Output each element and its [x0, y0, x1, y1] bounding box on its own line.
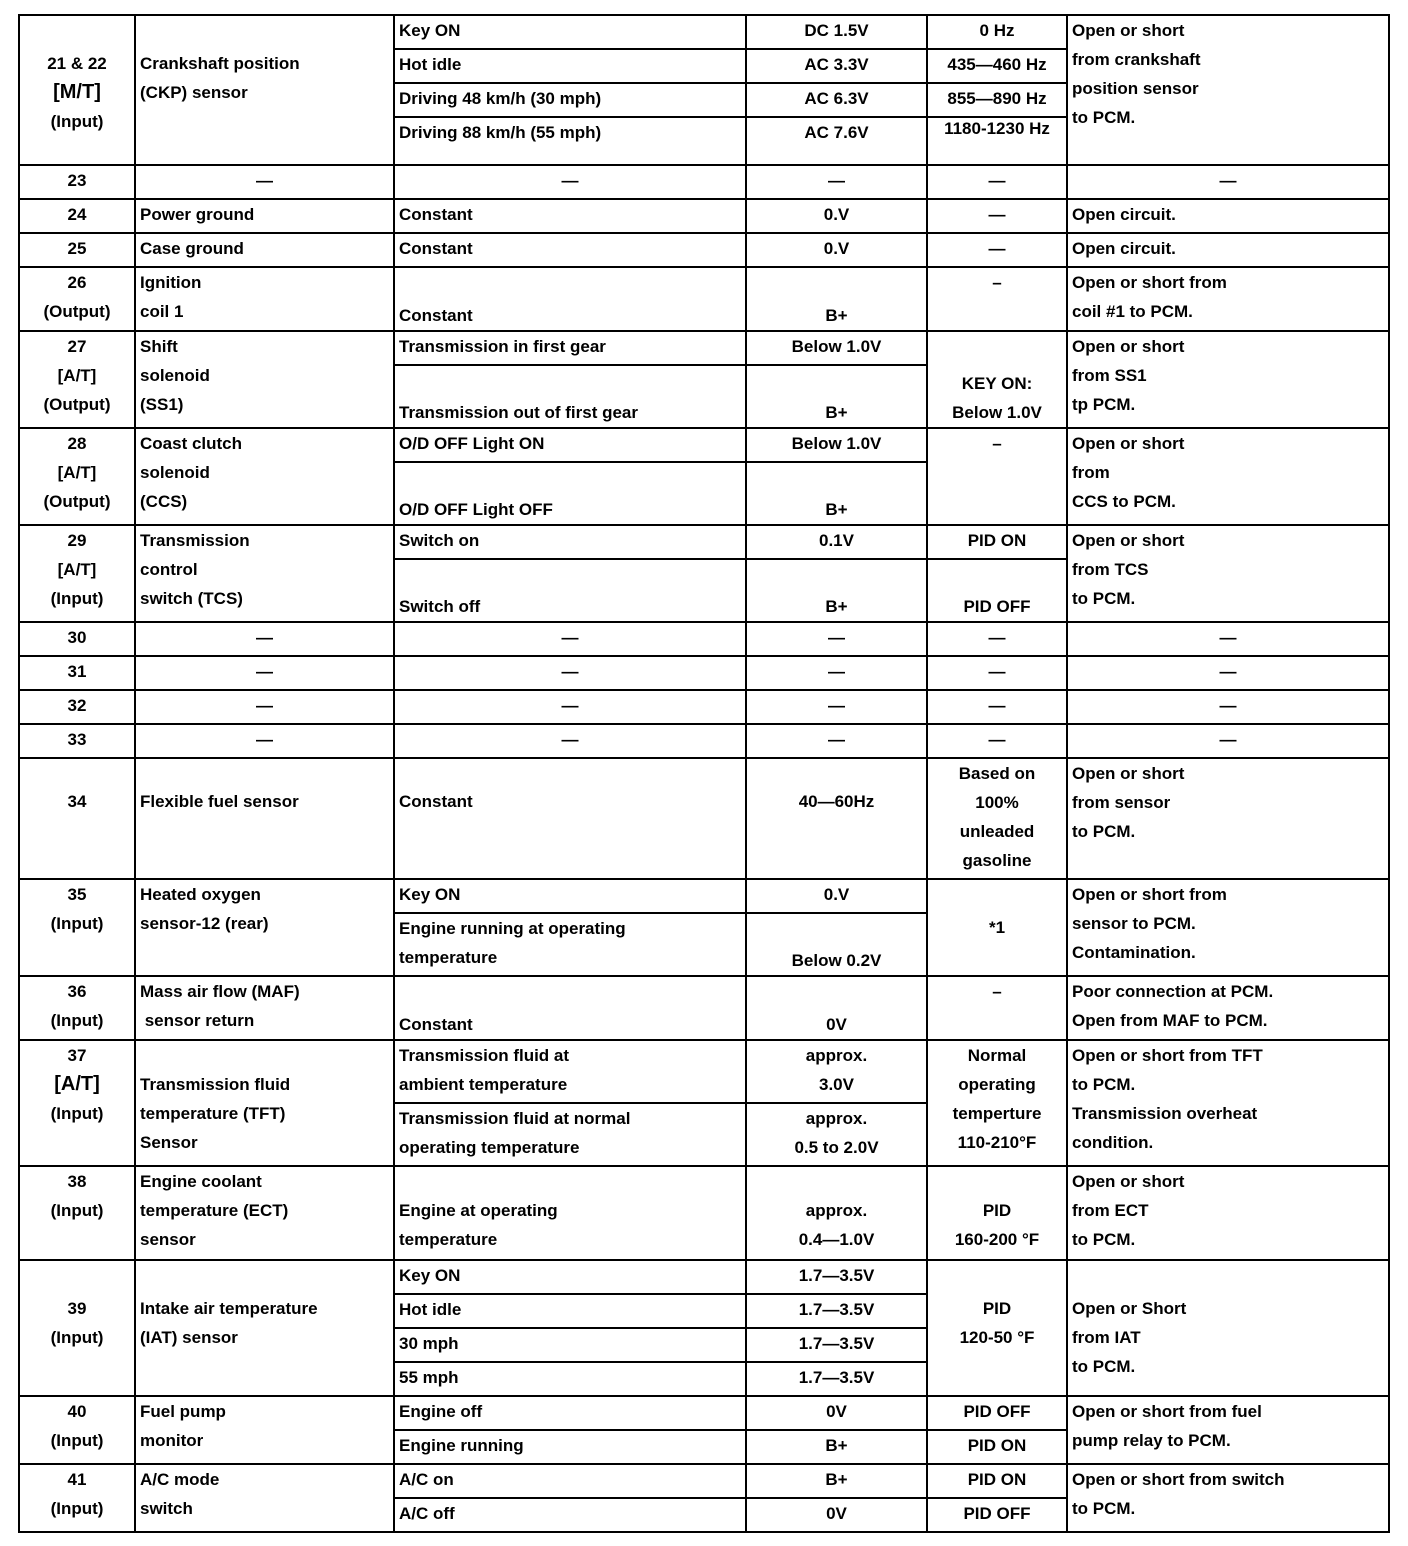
frequency-cell: — — [927, 199, 1067, 233]
table-row — [19, 267, 1389, 331]
terminal-cell: 32 — [19, 690, 135, 724]
condition-cell: Driving 48 km/h (30 mph) — [394, 83, 746, 117]
table-row — [19, 758, 1389, 879]
frequency-cell: PID OFF — [927, 559, 1067, 622]
table-row — [19, 1260, 1389, 1294]
voltage-cell: B+ — [746, 1464, 927, 1498]
voltage-cell: 1.7—3.5V — [746, 1362, 927, 1396]
frequency-cell: Normal operating temperture 110-210°F — [927, 1040, 1067, 1166]
cause-cell: Open or short from ECT to PCM. — [1067, 1166, 1389, 1260]
cause-cell: Open or short from CCS to PCM. — [1067, 428, 1389, 525]
terminal-cell: 33 — [19, 724, 135, 758]
voltage-cell: 0V — [746, 976, 927, 1040]
empty-dash: — — [1067, 622, 1389, 656]
condition-cell: Engine running at operating temperature — [394, 913, 746, 976]
condition-cell: Engine running — [394, 1430, 746, 1464]
frequency-cell: – — [927, 428, 1067, 525]
cause-cell: Open or short from coil #1 to PCM. — [1067, 267, 1389, 331]
empty-dash: — — [1067, 656, 1389, 690]
voltage-cell: 0V — [746, 1498, 927, 1532]
frequency-cell: – — [927, 267, 1067, 331]
empty-dash: — — [135, 656, 394, 690]
empty-dash: — — [394, 656, 746, 690]
voltage-cell: DC 1.5V — [746, 15, 927, 49]
frequency-cell: PID OFF — [927, 1498, 1067, 1532]
condition-cell: Transmission in first gear — [394, 331, 746, 365]
table-row — [19, 331, 1389, 365]
cause-cell: Open or short from TFT to PCM. Transmission overheat condition. — [1067, 1040, 1389, 1166]
cause-cell: Open or short from SS1 tp PCM. — [1067, 331, 1389, 428]
empty-dash: — — [135, 622, 394, 656]
frequency-cell: Based on 100% unleaded gasoline — [927, 758, 1067, 879]
empty-dash: — — [1067, 690, 1389, 724]
component-cell: Crankshaft position (CKP) sensor — [135, 15, 394, 165]
empty-dash: — — [394, 724, 746, 758]
component-cell: Transmission fluid temperature (TFT) Sensor — [135, 1040, 394, 1166]
condition-cell: Constant — [394, 267, 746, 331]
frequency-cell: 435—460 Hz — [927, 49, 1067, 83]
voltage-cell: AC 6.3V — [746, 83, 927, 117]
voltage-cell: 40—60Hz — [746, 758, 927, 879]
component-cell: Power ground — [135, 199, 394, 233]
component-cell: Intake air temperature (IAT) sensor — [135, 1260, 394, 1396]
cause-cell: Open circuit. — [1067, 199, 1389, 233]
condition-cell: Transmission fluid at ambient temperature — [394, 1040, 746, 1103]
empty-dash: — — [927, 165, 1067, 199]
empty-dash: — — [135, 165, 394, 199]
condition-cell: O/D OFF Light OFF — [394, 462, 746, 525]
empty-dash: — — [746, 656, 927, 690]
condition-cell: Switch off — [394, 559, 746, 622]
empty-dash: — — [1067, 724, 1389, 758]
voltage-cell: 0.1V — [746, 525, 927, 559]
terminal-cell: 27 [A/T] (Output) — [19, 331, 135, 428]
component-cell: Engine coolant temperature (ECT) sensor — [135, 1166, 394, 1260]
terminal-cell: 34 — [19, 758, 135, 879]
voltage-cell: 0.V — [746, 233, 927, 267]
condition-cell: Key ON — [394, 15, 746, 49]
condition-cell: Constant — [394, 758, 746, 879]
table-row — [19, 1396, 1389, 1430]
table-row — [19, 656, 1389, 690]
condition-cell: Constant — [394, 199, 746, 233]
terminal-cell: 29 [A/T] (Input) — [19, 525, 135, 622]
frequency-cell: PID 120-50 °F — [927, 1260, 1067, 1396]
frequency-cell: 1180-1230 Hz — [927, 117, 1067, 165]
voltage-cell: B+ — [746, 1430, 927, 1464]
empty-dash: — — [135, 724, 394, 758]
condition-cell: 55 mph — [394, 1362, 746, 1396]
terminal-cell: 40 (Input) — [19, 1396, 135, 1464]
frequency-cell: 855—890 Hz — [927, 83, 1067, 117]
empty-dash: — — [1067, 165, 1389, 199]
cause-cell: Open or short from crankshaft position sensor to PCM. — [1067, 15, 1389, 165]
terminal-cell: 36 (Input) — [19, 976, 135, 1040]
cause-cell: Open or short from fuel pump relay to PCM. — [1067, 1396, 1389, 1464]
table-row — [19, 976, 1389, 1040]
condition-cell: A/C off — [394, 1498, 746, 1532]
voltage-cell: Below 1.0V — [746, 428, 927, 462]
cause-cell: Open or short from switch to PCM. — [1067, 1464, 1389, 1532]
terminal-cell: 39 (Input) — [19, 1260, 135, 1396]
voltage-cell: Below 1.0V — [746, 331, 927, 365]
terminal-cell: 37 [A/T] (Input) — [19, 1040, 135, 1166]
cause-cell: Open or short from sensor to PCM. Contamination. — [1067, 879, 1389, 976]
condition-cell: 30 mph — [394, 1328, 746, 1362]
voltage-cell: B+ — [746, 462, 927, 525]
empty-dash: — — [746, 690, 927, 724]
frequency-cell: KEY ON: Below 1.0V — [927, 331, 1067, 428]
component-cell: Mass air flow (MAF) sensor return — [135, 976, 394, 1040]
voltage-cell: 0.V — [746, 199, 927, 233]
voltage-cell: B+ — [746, 559, 927, 622]
condition-cell: Engine off — [394, 1396, 746, 1430]
table-row — [19, 199, 1389, 233]
table-row — [19, 233, 1389, 267]
cause-cell: Open or short from TCS to PCM. — [1067, 525, 1389, 622]
condition-cell: Transmission fluid at normal operating temperature — [394, 1103, 746, 1166]
condition-cell: Hot idle — [394, 1294, 746, 1328]
condition-cell: Hot idle — [394, 49, 746, 83]
pcm-pin-table — [18, 14, 1390, 1533]
component-cell: Shift solenoid (SS1) — [135, 331, 394, 428]
voltage-cell: 1.7—3.5V — [746, 1294, 927, 1328]
frequency-cell: PID 160-200 °F — [927, 1166, 1067, 1260]
voltage-cell: B+ — [746, 267, 927, 331]
voltage-cell: approx. 0.5 to 2.0V — [746, 1103, 927, 1166]
empty-dash: — — [394, 622, 746, 656]
condition-cell: A/C on — [394, 1464, 746, 1498]
frequency-cell: – — [927, 976, 1067, 1040]
terminal-cell: 24 — [19, 199, 135, 233]
voltage-cell: 0V — [746, 1396, 927, 1430]
cause-cell: Open circuit. — [1067, 233, 1389, 267]
cause-cell: Open or Short from IAT to PCM. — [1067, 1260, 1389, 1396]
condition-cell: Constant — [394, 233, 746, 267]
component-cell: Coast clutch solenoid (CCS) — [135, 428, 394, 525]
voltage-cell: B+ — [746, 365, 927, 428]
condition-cell: Engine at operating temperature — [394, 1166, 746, 1260]
table-row — [19, 165, 1389, 199]
cause-cell: Poor connection at PCM. Open from MAF to PCM. — [1067, 976, 1389, 1040]
condition-cell: Key ON — [394, 1260, 746, 1294]
empty-dash: — — [746, 622, 927, 656]
voltage-cell: AC 7.6V — [746, 117, 927, 165]
empty-dash: — — [927, 656, 1067, 690]
table-row — [19, 428, 1389, 462]
terminal-cell: 30 — [19, 622, 135, 656]
empty-dash: — — [927, 622, 1067, 656]
frequency-cell: PID ON — [927, 525, 1067, 559]
component-cell: Case ground — [135, 233, 394, 267]
terminal-cell: 41 (Input) — [19, 1464, 135, 1532]
condition-cell: Switch on — [394, 525, 746, 559]
table-row — [19, 1464, 1389, 1498]
table-row — [19, 1166, 1389, 1260]
terminal-cell: 21 & 22 [M/T] (Input) — [19, 15, 135, 165]
table-row — [19, 879, 1389, 913]
cause-cell: Open or short from sensor to PCM. — [1067, 758, 1389, 879]
frequency-cell: — — [927, 233, 1067, 267]
terminal-cell: 25 — [19, 233, 135, 267]
condition-cell: Driving 88 km/h (55 mph) — [394, 117, 746, 165]
empty-dash: — — [135, 690, 394, 724]
terminal-cell: 28 [A/T] (Output) — [19, 428, 135, 525]
component-cell: Heated oxygen sensor-12 (rear) — [135, 879, 394, 976]
terminal-cell: 23 — [19, 165, 135, 199]
empty-dash: — — [394, 690, 746, 724]
terminal-cell: 35 (Input) — [19, 879, 135, 976]
voltage-cell: 1.7—3.5V — [746, 1328, 927, 1362]
terminal-cell: 38 (Input) — [19, 1166, 135, 1260]
frequency-cell: PID ON — [927, 1430, 1067, 1464]
component-cell: Fuel pump monitor — [135, 1396, 394, 1464]
voltage-cell: AC 3.3V — [746, 49, 927, 83]
empty-dash: — — [746, 165, 927, 199]
condition-cell: Transmission out of first gear — [394, 365, 746, 428]
frequency-cell: PID ON — [927, 1464, 1067, 1498]
empty-dash: — — [927, 724, 1067, 758]
condition-cell: Constant — [394, 976, 746, 1040]
voltage-cell: Below 0.2V — [746, 913, 927, 976]
component-cell: A/C mode switch — [135, 1464, 394, 1532]
component-cell: Ignition coil 1 — [135, 267, 394, 331]
frequency-cell: 0 Hz — [927, 15, 1067, 49]
frequency-cell: *1 — [927, 879, 1067, 976]
terminal-cell: 31 — [19, 656, 135, 690]
voltage-cell: 1.7—3.5V — [746, 1260, 927, 1294]
component-cell: Flexible fuel sensor — [135, 758, 394, 879]
table-row — [19, 525, 1389, 559]
condition-cell: Key ON — [394, 879, 746, 913]
voltage-cell: approx. 3.0V — [746, 1040, 927, 1103]
empty-dash: — — [927, 690, 1067, 724]
condition-cell: O/D OFF Light ON — [394, 428, 746, 462]
frequency-cell: PID OFF — [927, 1396, 1067, 1430]
table-row — [19, 622, 1389, 656]
table-row — [19, 1040, 1389, 1103]
table-row — [19, 724, 1389, 758]
empty-dash: — — [746, 724, 927, 758]
voltage-cell: 0.V — [746, 879, 927, 913]
table-row — [19, 690, 1389, 724]
terminal-cell: 26 (Output) — [19, 267, 135, 331]
table-row — [19, 15, 1389, 49]
empty-dash: — — [394, 165, 746, 199]
component-cell: Transmission control switch (TCS) — [135, 525, 394, 622]
voltage-cell: approx. 0.4—1.0V — [746, 1166, 927, 1260]
